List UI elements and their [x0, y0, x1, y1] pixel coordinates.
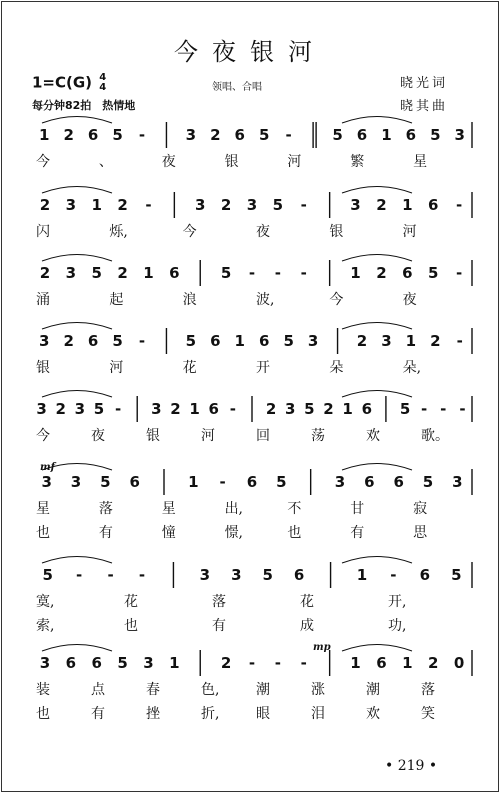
note: -	[300, 264, 307, 282]
note: 6	[427, 196, 439, 214]
note: 6	[419, 566, 431, 584]
dynamic-mp: mp	[313, 642, 331, 653]
lyric-line1: 星	[413, 154, 428, 170]
note: 6	[376, 654, 387, 672]
note: 0	[453, 654, 465, 672]
lyric-line1: 朵	[329, 360, 344, 376]
note: 2	[427, 654, 439, 672]
lyric-line2: 索,	[36, 618, 55, 634]
slur	[42, 255, 112, 262]
note: 2	[39, 264, 51, 282]
lyric-line1: 河	[402, 224, 417, 240]
lyric-line1: 河	[287, 154, 302, 170]
note: 3	[41, 473, 52, 491]
note: 2	[210, 126, 221, 144]
lyric-line1: 银	[36, 360, 50, 376]
lyric-line1: 花	[182, 360, 197, 376]
note: 6	[259, 332, 270, 350]
note: 2	[265, 400, 277, 418]
slur	[342, 464, 412, 471]
lyric-line2: 也	[287, 525, 302, 541]
song-title: 今夜银河	[174, 38, 326, 66]
note: 5	[430, 126, 441, 144]
note: 2	[55, 400, 66, 418]
note: 1	[39, 126, 50, 144]
lyric-line1: 花	[300, 594, 314, 610]
lyric-line2: 憬,	[224, 525, 244, 541]
note: 2	[63, 332, 74, 350]
time-sig-top: 4	[99, 72, 107, 83]
lyric-line1: 寞,	[36, 594, 55, 610]
lyric-line2: 思	[413, 525, 428, 541]
note: 1	[188, 473, 199, 491]
note: -	[421, 400, 428, 418]
slur	[342, 323, 412, 330]
lyric-line1: 今	[36, 154, 50, 170]
slur	[42, 557, 112, 564]
lyric-line1: 银	[329, 224, 344, 240]
slur	[342, 255, 412, 262]
note: 3	[285, 400, 296, 418]
lyric-line1: 装	[36, 682, 50, 698]
note: -	[274, 264, 281, 282]
note: 6	[402, 264, 413, 282]
note: 5	[100, 473, 111, 491]
lyric-line2: 泪	[311, 706, 325, 722]
lyric-line1: 开,	[388, 594, 407, 610]
lyric-line1: 烁,	[109, 224, 128, 240]
note: 1	[350, 264, 361, 282]
lyric-line1: 开	[256, 360, 270, 376]
note: 6	[293, 566, 305, 584]
lyric-line1: 落	[98, 501, 113, 517]
note: -	[114, 400, 122, 418]
lyric-line1: 花	[124, 594, 138, 610]
lyric-line1: 色,	[201, 682, 220, 698]
note: 6	[246, 473, 258, 491]
note: 1	[405, 332, 417, 350]
tempo-marking: 每分钟82拍 热情地	[32, 99, 136, 112]
lyric-line1: 回	[256, 428, 270, 444]
lyric-line1: 星	[36, 501, 50, 517]
note: 3	[65, 196, 77, 214]
page-number: • 219 •	[385, 758, 438, 774]
lyric-line1: 涨	[311, 682, 325, 698]
lyric-line2: 也	[124, 618, 138, 634]
note: 1	[143, 264, 154, 282]
slur	[42, 391, 112, 398]
lyric-line1: 不	[287, 501, 302, 517]
note: -	[459, 400, 466, 418]
note: -	[274, 654, 281, 672]
lyric-line1: 甘	[350, 501, 365, 517]
note: 6	[234, 126, 245, 144]
lyric-line2: 也	[36, 706, 50, 722]
lyric-line1: 闪	[36, 224, 50, 240]
slur	[342, 645, 412, 652]
lyric-line1: 星	[161, 501, 176, 517]
note: 5	[283, 332, 294, 350]
note: 5	[304, 400, 315, 418]
note: 3	[65, 264, 77, 282]
note: 3	[36, 400, 47, 418]
note: 5	[427, 264, 439, 282]
note: 3	[452, 473, 463, 491]
slur	[342, 557, 412, 564]
note: 3	[74, 400, 86, 418]
lyric-line2: 折,	[201, 706, 220, 722]
note: 3	[199, 566, 211, 584]
note: -	[455, 264, 463, 282]
lyric-line1: 荡	[311, 428, 325, 444]
note: 3	[195, 196, 206, 214]
note: 2	[376, 264, 387, 282]
note: -	[390, 566, 397, 584]
note: 5	[399, 400, 411, 418]
lyric-line1: 歌。	[421, 428, 449, 444]
lyric-line1: 落	[421, 682, 435, 698]
note: 5	[451, 566, 462, 584]
lyric-line2: 憧	[161, 525, 176, 541]
note: 3	[143, 654, 154, 672]
note: 1	[350, 654, 361, 672]
note: -	[219, 473, 226, 491]
note: -	[300, 196, 307, 214]
note: 2	[117, 264, 128, 282]
note: -	[76, 566, 83, 584]
note: 5	[117, 654, 128, 672]
note: 5	[112, 126, 123, 144]
slur	[42, 117, 112, 124]
key-label: 1=C(G)	[32, 73, 93, 92]
note: -	[138, 126, 146, 144]
note: 1	[342, 400, 353, 418]
lyric-line1: 河	[109, 360, 124, 376]
note: -	[248, 264, 256, 282]
note: 3	[151, 400, 162, 418]
note: 3	[185, 126, 197, 144]
note: 5	[272, 196, 284, 214]
note: 6	[364, 473, 375, 491]
lyric-line1: 今	[36, 428, 50, 444]
lyric-line1: 今	[182, 224, 197, 240]
note: 2	[39, 196, 51, 214]
lyric-line1: 潮	[256, 682, 270, 698]
lyric-line1: 夜	[91, 428, 105, 444]
note: 2	[323, 400, 334, 418]
note: 3	[231, 566, 242, 584]
note: 3	[350, 196, 361, 214]
lyric-line2: 有	[91, 706, 105, 722]
note: 3	[381, 332, 392, 350]
slur	[342, 391, 412, 398]
note: 5	[220, 264, 232, 282]
note: 3	[307, 332, 319, 350]
note: 6	[129, 473, 140, 491]
note: -	[440, 400, 447, 418]
note: 3	[334, 473, 346, 491]
note: 6	[393, 473, 404, 491]
lyric-line1: 朵,	[402, 360, 422, 376]
lyric-line2: 也	[36, 525, 50, 541]
note: 2	[170, 400, 181, 418]
note: 1	[402, 196, 413, 214]
slur	[42, 323, 112, 330]
lyric-line1: 夜	[402, 292, 417, 308]
lyric-line2: 功,	[388, 618, 407, 634]
note: 1	[402, 654, 413, 672]
note: -	[229, 400, 236, 418]
lyric-line2: 有	[350, 525, 365, 541]
time-sig-bottom: 4	[99, 82, 107, 93]
slur	[42, 645, 112, 652]
lyric-line1: 春	[146, 682, 160, 698]
note: 3	[454, 126, 465, 144]
note: 6	[65, 654, 77, 672]
note: 6	[405, 126, 417, 144]
performance-note: 领唱、合唱	[212, 82, 262, 93]
note: 2	[220, 196, 232, 214]
note: -	[138, 566, 146, 584]
note: 5	[93, 400, 105, 418]
note: 1	[381, 126, 392, 144]
note: 1	[91, 196, 102, 214]
note: 5	[112, 332, 123, 350]
note: 6	[361, 400, 373, 418]
composer-credit: 晓其曲	[400, 99, 449, 114]
note: 3	[39, 654, 51, 672]
lyric-line1: 、	[98, 154, 113, 170]
note: 3	[70, 473, 82, 491]
lyric-line1: 起	[109, 292, 124, 308]
lyric-line1: 夜	[256, 224, 270, 240]
note: 2	[63, 126, 74, 144]
lyric-line1: 出,	[224, 501, 244, 517]
lyric-line1: 潮	[366, 682, 380, 698]
note: 3	[39, 332, 50, 350]
note: -	[107, 566, 114, 584]
note: 1	[189, 400, 200, 418]
note: 1	[169, 654, 180, 672]
note: -	[248, 654, 256, 672]
note: 6	[87, 126, 99, 144]
note: 1	[234, 332, 245, 350]
lyric-line1: 夜	[161, 154, 176, 170]
note: 5	[42, 566, 53, 584]
lyric-line1: 点	[91, 682, 105, 698]
lyric-line2: 眼	[256, 706, 270, 722]
lyricist-credit: 晓光词	[400, 76, 449, 91]
lyric-line1: 河	[201, 428, 215, 444]
note: 2	[430, 332, 441, 350]
note: 5	[91, 264, 102, 282]
note: 6	[87, 332, 99, 350]
lyric-line2: 有	[212, 618, 226, 634]
note: 2	[117, 196, 128, 214]
note: -	[138, 332, 146, 350]
note: 2	[376, 196, 387, 214]
lyric-line1: 落	[212, 594, 226, 610]
lyric-line1: 浪	[182, 292, 197, 308]
note: 5	[276, 473, 287, 491]
note: 1	[356, 566, 368, 584]
note: 5	[262, 566, 273, 584]
dynamic-mf: mf	[40, 462, 55, 473]
lyric-line1: 欢	[366, 428, 380, 444]
note: 2	[356, 332, 368, 350]
note: 6	[169, 264, 180, 282]
lyric-line2: 挫	[146, 706, 160, 722]
note: -	[145, 196, 152, 214]
note: 6	[356, 126, 368, 144]
note: -	[285, 126, 292, 144]
lyric-line1: 今	[329, 292, 344, 308]
note: 5	[332, 126, 343, 144]
note: 5	[185, 332, 197, 350]
note: 2	[220, 654, 232, 672]
note: -	[456, 332, 463, 350]
slur	[42, 187, 112, 194]
lyric-line1: 寂	[413, 501, 428, 517]
lyric-line2: 欢	[366, 706, 380, 722]
lyric-line2: 成	[300, 618, 314, 634]
note: -	[455, 196, 463, 214]
lyric-line1: 波,	[256, 292, 275, 308]
lyric-line1: 涌	[36, 292, 50, 308]
lyric-line1: 银	[224, 154, 239, 170]
note: 5	[259, 126, 270, 144]
lyric-line1: 繁	[350, 154, 365, 170]
note: -	[300, 654, 307, 672]
note: 5	[422, 473, 434, 491]
lyric-line2: 笑	[421, 706, 435, 722]
note: 6	[210, 332, 221, 350]
note: 6	[91, 654, 102, 672]
note: 3	[246, 196, 258, 214]
lyric-line2: 有	[98, 525, 113, 541]
slur	[342, 117, 412, 124]
slur	[342, 187, 412, 194]
note: 6	[208, 400, 219, 418]
lyric-line1: 银	[146, 428, 160, 444]
